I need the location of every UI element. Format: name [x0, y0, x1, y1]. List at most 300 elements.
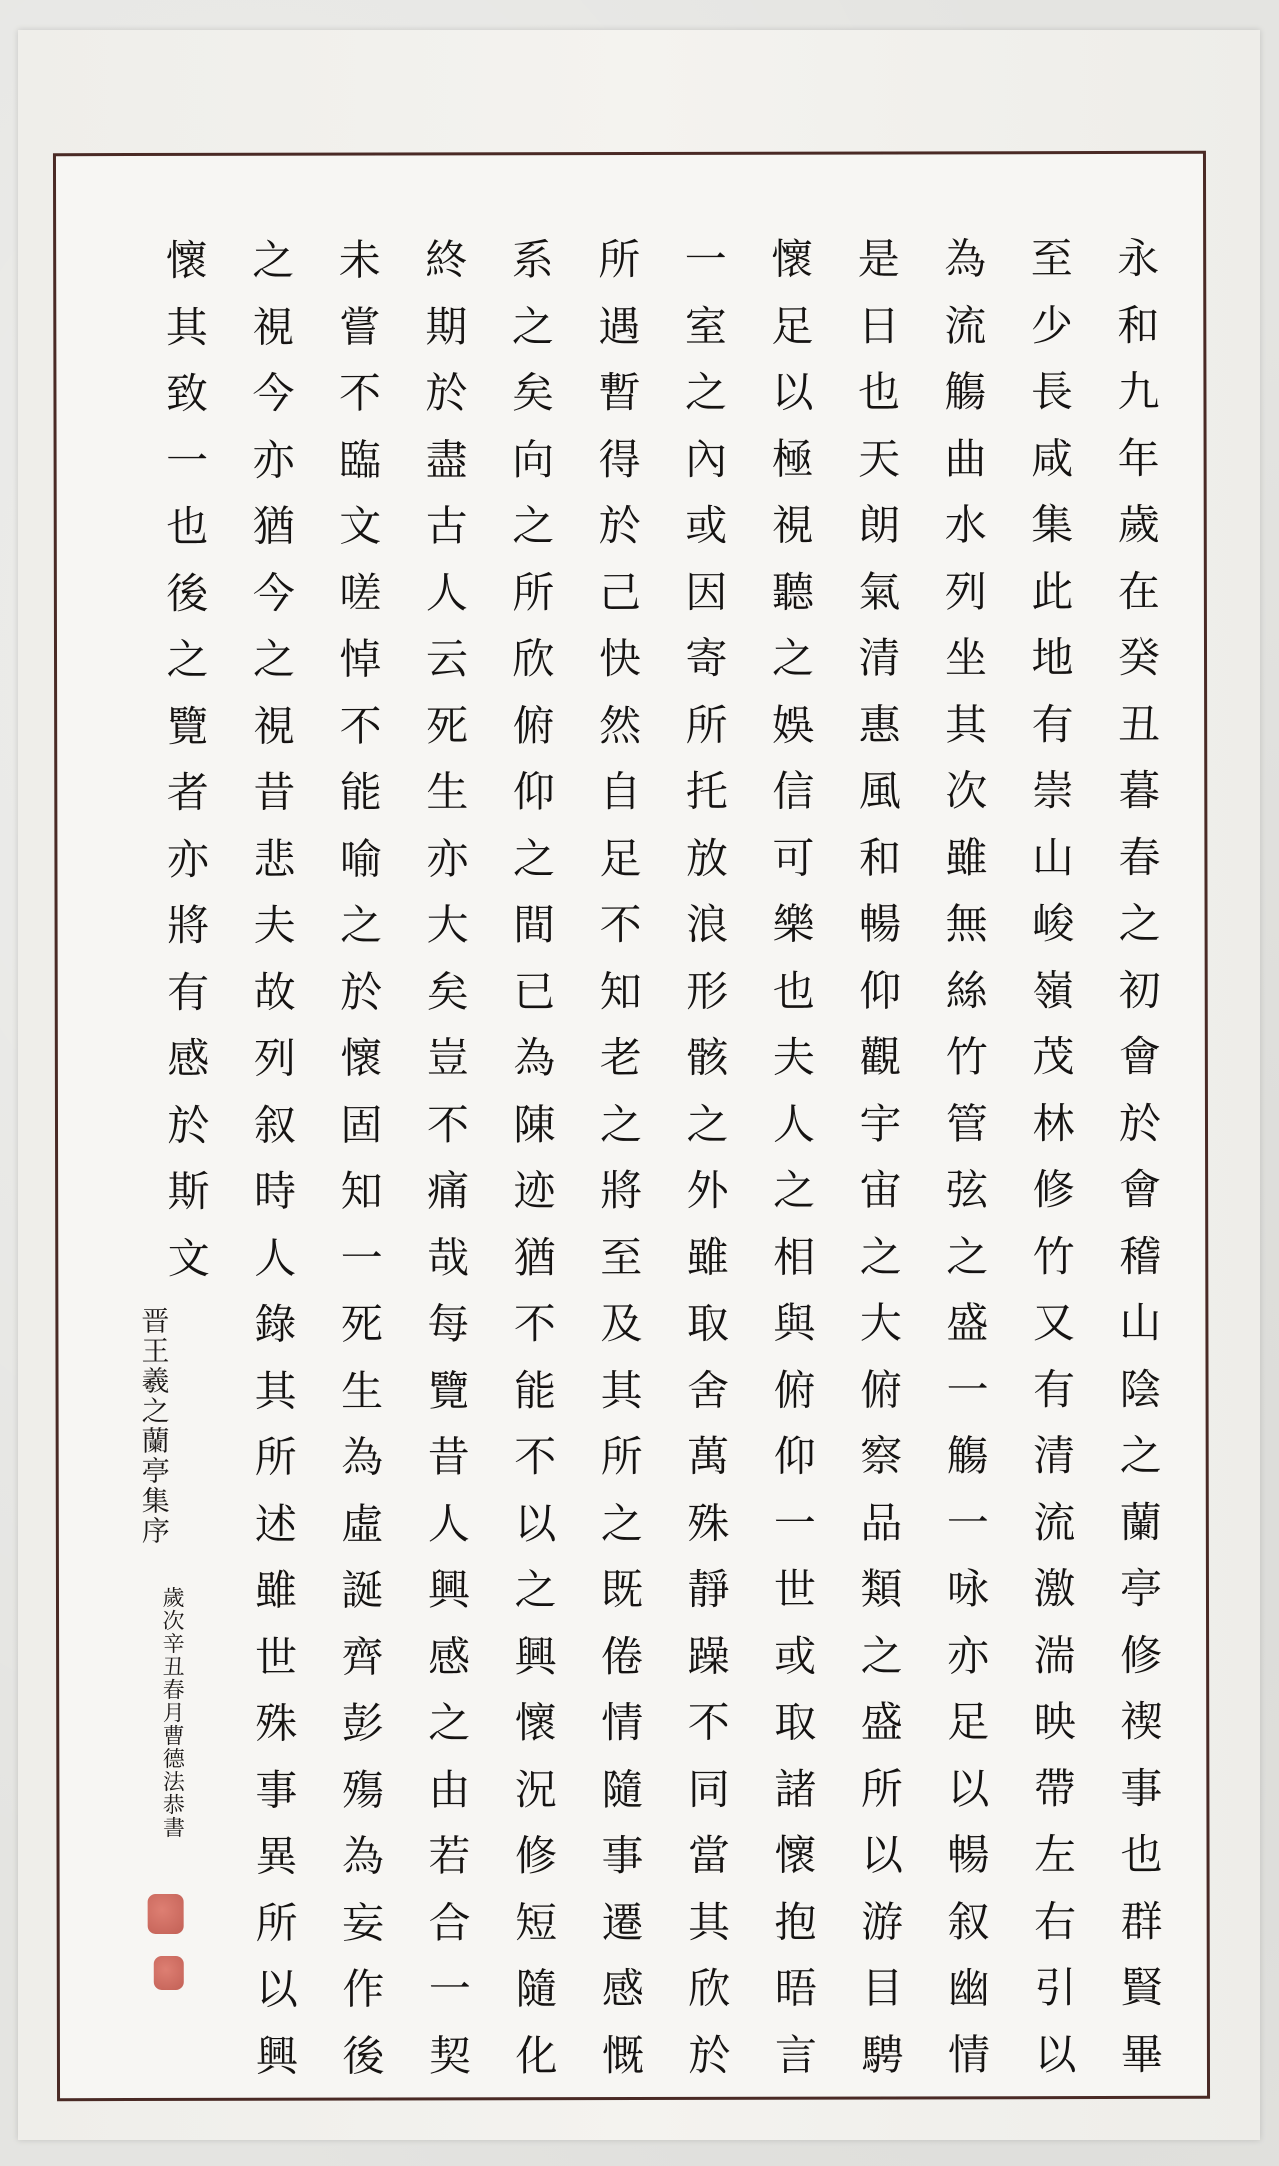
text-column [501, 227, 569, 2089]
character: 系 [511, 235, 554, 285]
character: 為 [944, 234, 987, 284]
character: 將 [167, 900, 210, 950]
character: 咏 [946, 1564, 990, 1614]
character: 亦 [426, 833, 469, 883]
character: 室 [684, 301, 727, 351]
character: 生 [340, 1366, 384, 1416]
character: 所 [512, 567, 555, 617]
character: 激 [1033, 1564, 1076, 1614]
character: 之 [599, 1099, 643, 1149]
character: 由 [428, 1764, 471, 1814]
character: 之 [252, 235, 295, 285]
character: 時 [254, 1166, 297, 1216]
character: 大 [426, 900, 469, 950]
character: 不 [338, 368, 382, 418]
character: 迹 [513, 1166, 556, 1216]
character: 察 [860, 1431, 903, 1481]
character: 於 [340, 967, 383, 1017]
character: 地 [1031, 633, 1074, 683]
character: 慨 [601, 2030, 644, 2080]
character: 靜 [687, 1564, 730, 1614]
character: 亦 [947, 1630, 990, 1680]
character: 不 [514, 1432, 557, 1482]
character: 也 [857, 367, 901, 417]
text-column [1106, 226, 1174, 2088]
character: 化 [515, 2030, 558, 2080]
character: 於 [598, 500, 641, 551]
character: 觴 [944, 367, 987, 417]
character: 長 [1030, 367, 1074, 417]
character: 修 [1032, 1165, 1075, 1215]
signature-title: 晋王羲之蘭亭集序 [137, 1305, 171, 1547]
text-column [1020, 226, 1088, 2088]
character: 每 [427, 1299, 470, 1349]
character: 以 [514, 1498, 557, 1548]
character: 自 [599, 766, 642, 817]
character: 一 [166, 435, 209, 485]
character: 暮 [1118, 765, 1161, 815]
character: 畢 [1120, 2029, 1163, 2079]
character: 期 [425, 301, 468, 351]
character: 暫 [598, 367, 641, 418]
character: 事 [255, 1765, 298, 1815]
character: 一 [684, 234, 727, 284]
character: 暢 [859, 899, 902, 949]
character: 感 [428, 1631, 471, 1681]
character: 殤 [341, 1765, 384, 1815]
character: 足 [599, 833, 642, 883]
character: 死 [340, 1299, 383, 1349]
character: 之 [340, 900, 383, 950]
character: 云 [425, 634, 469, 684]
character: 不 [426, 1099, 470, 1149]
character: 盛 [860, 1697, 903, 1747]
text-column [328, 228, 396, 2090]
character: 宙 [859, 1165, 902, 1215]
character: 知 [599, 966, 642, 1016]
character: 不 [687, 1697, 730, 1747]
character: 不 [599, 899, 642, 950]
character: 倦 [601, 1631, 644, 1681]
character: 之 [511, 301, 554, 351]
character: 與 [773, 1298, 816, 1348]
character: 俯 [859, 1364, 903, 1415]
character: 情 [601, 1697, 644, 1748]
character: 今 [252, 368, 295, 418]
character: 惠 [858, 699, 901, 750]
character: 悲 [253, 834, 296, 884]
character: 今 [252, 568, 295, 618]
character: 騁 [861, 2029, 904, 2080]
character: 懷 [165, 235, 208, 285]
character: 是 [857, 234, 900, 284]
character: 曲 [944, 433, 987, 483]
character: 然 [599, 700, 642, 750]
character: 至 [600, 1232, 643, 1282]
character: 水 [944, 500, 987, 550]
character: 稽 [1119, 1231, 1162, 1281]
text-column [760, 227, 828, 2089]
character: 合 [428, 1897, 471, 1947]
character: 誕 [341, 1565, 384, 1615]
character: 述 [254, 1499, 297, 1549]
character: 湍 [1033, 1630, 1076, 1680]
character: 昔 [427, 1432, 470, 1482]
character: 妄 [342, 1898, 385, 1948]
calligraphy-frame [53, 151, 1210, 2101]
character: 帶 [1033, 1763, 1076, 1813]
character: 清 [858, 633, 901, 683]
character: 世 [773, 1564, 817, 1614]
character: 隨 [515, 1964, 558, 2014]
text-column [847, 226, 915, 2088]
character: 虛 [341, 1499, 384, 1549]
character: 於 [425, 368, 468, 418]
character: 昔 [253, 767, 296, 817]
character: 興 [255, 2031, 298, 2081]
character: 世 [255, 1632, 298, 1682]
character: 得 [598, 434, 641, 484]
character: 幽 [947, 1963, 990, 2013]
character: 契 [428, 2030, 471, 2080]
character: 致 [165, 368, 209, 418]
character: 映 [1033, 1697, 1076, 1747]
character: 無 [945, 899, 988, 949]
character: 知 [340, 1166, 383, 1216]
character: 其 [945, 699, 988, 749]
character: 列 [253, 1033, 296, 1083]
character: 躁 [687, 1631, 730, 1681]
character: 為 [513, 1033, 556, 1083]
character: 夫 [253, 900, 296, 950]
character: 極 [771, 434, 814, 484]
character: 及 [600, 1298, 643, 1349]
character: 感 [167, 1033, 210, 1083]
character: 之 [859, 1231, 902, 1282]
character: 嗟 [339, 568, 382, 618]
character: 於 [1118, 1098, 1162, 1148]
character: 之 [860, 1630, 903, 1681]
character: 遇 [598, 301, 641, 351]
character: 竹 [945, 1032, 988, 1082]
character: 己 [598, 567, 641, 617]
character: 錄 [254, 1299, 297, 1349]
text-column [155, 228, 221, 1292]
character: 寄 [685, 633, 728, 683]
character: 引 [1034, 1963, 1077, 2013]
character: 所 [600, 1431, 643, 1482]
character: 坐 [944, 633, 988, 683]
character: 死 [426, 700, 469, 750]
character: 歲 [1117, 499, 1160, 549]
character: 殊 [687, 1498, 730, 1548]
character: 之 [514, 1565, 557, 1615]
character: 固 [340, 1100, 383, 1150]
character: 取 [774, 1697, 817, 1747]
character: 生 [426, 767, 469, 817]
character: 之 [946, 1231, 989, 1281]
character: 氣 [858, 566, 901, 617]
character: 文 [167, 1233, 210, 1283]
character: 其 [600, 1365, 643, 1415]
character: 在 [1117, 566, 1160, 616]
character: 林 [1032, 1098, 1075, 1148]
text-column [933, 226, 1001, 2088]
character: 可 [772, 833, 815, 883]
character: 或 [774, 1631, 817, 1681]
character: 之 [686, 1099, 729, 1149]
character: 殊 [255, 1698, 298, 1748]
character: 峻 [1032, 899, 1075, 949]
character: 外 [686, 1165, 729, 1215]
character: 未 [338, 235, 381, 285]
character: 群 [1120, 1896, 1163, 1946]
character: 哉 [427, 1232, 470, 1282]
character: 為 [341, 1432, 384, 1482]
character: 抱 [774, 1897, 817, 1947]
character: 欣 [688, 1963, 731, 2013]
character: 臨 [339, 435, 382, 485]
character: 雖 [254, 1565, 298, 1615]
character: 放 [685, 833, 728, 883]
character: 又 [1032, 1298, 1075, 1348]
character: 目 [861, 1963, 904, 2013]
character: 於 [688, 2030, 731, 2080]
character: 所 [255, 1898, 298, 1948]
character: 也 [166, 501, 209, 551]
character: 矣 [426, 966, 469, 1016]
character: 情 [947, 2029, 990, 2079]
character: 流 [944, 300, 987, 350]
character: 觴 [946, 1431, 989, 1481]
character: 古 [425, 501, 468, 551]
character: 仰 [859, 965, 902, 1016]
character: 文 [339, 501, 382, 551]
character: 修 [514, 1831, 558, 1881]
character: 晤 [774, 1963, 817, 2013]
character: 萬 [687, 1431, 730, 1481]
character: 終 [425, 235, 468, 285]
character: 以 [947, 1763, 990, 1813]
character: 快 [598, 633, 642, 684]
character: 將 [600, 1165, 643, 1216]
character: 春 [1118, 832, 1161, 882]
character: 品 [860, 1497, 903, 1548]
character: 托 [685, 766, 728, 816]
character: 老 [599, 1032, 642, 1083]
character: 覽 [166, 701, 209, 751]
character: 一 [946, 1497, 989, 1547]
character: 嶺 [1032, 965, 1075, 1015]
character: 一 [773, 1498, 816, 1548]
character: 陰 [1119, 1364, 1162, 1414]
character: 俯 [512, 700, 555, 750]
character: 一 [340, 1233, 383, 1283]
character: 所 [860, 1763, 903, 1814]
character: 暢 [947, 1830, 990, 1880]
character: 游 [861, 1896, 904, 1947]
character: 間 [513, 900, 556, 950]
character: 於 [167, 1100, 210, 1150]
character: 少 [1030, 300, 1073, 350]
character: 叙 [253, 1100, 297, 1150]
character: 興 [427, 1565, 471, 1615]
character: 年 [1117, 433, 1160, 483]
character: 以 [771, 367, 814, 417]
character: 會 [1119, 1164, 1162, 1214]
signature-date: 歲次辛丑春月曹德法恭書 [158, 1585, 185, 1839]
character: 故 [253, 967, 296, 1017]
character: 之 [773, 1165, 816, 1215]
character: 若 [428, 1831, 471, 1881]
character: 豈 [426, 1033, 469, 1083]
character: 也 [1120, 1829, 1163, 1879]
character: 之 [771, 633, 815, 683]
character: 不 [339, 701, 382, 751]
character: 猶 [513, 1232, 556, 1282]
character: 覽 [427, 1365, 470, 1415]
character: 欣 [512, 634, 555, 684]
character: 弦 [946, 1165, 989, 1215]
character: 大 [859, 1298, 902, 1348]
character: 信 [772, 766, 815, 816]
character: 浪 [686, 899, 729, 949]
character: 仰 [773, 1431, 816, 1481]
name-seal [148, 1894, 184, 1934]
character: 異 [255, 1831, 298, 1881]
character: 有 [1031, 699, 1074, 749]
character: 蘭 [1119, 1497, 1162, 1547]
character: 其 [165, 302, 208, 352]
character: 視 [252, 302, 295, 352]
character: 形 [686, 966, 729, 1016]
character: 和 [858, 832, 901, 883]
character: 朗 [858, 500, 901, 550]
character: 興 [514, 1631, 557, 1681]
character: 天 [858, 433, 901, 484]
character: 一 [428, 1964, 471, 2014]
character: 其 [254, 1366, 297, 1416]
character: 以 [255, 1964, 298, 2014]
character: 其 [688, 1897, 731, 1947]
character: 遷 [601, 1897, 644, 1947]
character: 之 [684, 367, 728, 417]
character: 永 [1117, 233, 1160, 283]
character: 以 [860, 1830, 904, 1880]
character: 人 [254, 1233, 297, 1283]
character: 有 [1032, 1364, 1076, 1414]
character: 人 [425, 567, 468, 617]
character: 之 [512, 501, 555, 551]
character: 後 [166, 568, 209, 618]
character: 同 [687, 1764, 730, 1814]
character: 或 [685, 500, 728, 550]
character: 骸 [686, 1032, 729, 1082]
character: 盛 [946, 1298, 989, 1348]
character: 悼 [339, 634, 382, 684]
character: 至 [1030, 234, 1073, 284]
character: 一 [946, 1364, 989, 1414]
character: 之 [1118, 898, 1161, 948]
character: 次 [945, 766, 988, 816]
character: 日 [857, 300, 900, 351]
style-seal [154, 1956, 184, 1990]
character: 之 [600, 1498, 643, 1548]
character: 盡 [425, 434, 468, 484]
character: 諸 [774, 1764, 817, 1814]
character: 作 [342, 1964, 385, 2014]
character: 娛 [772, 700, 815, 750]
character: 禊 [1120, 1696, 1163, 1746]
character: 者 [166, 767, 209, 817]
character: 修 [1120, 1630, 1163, 1680]
character: 亦 [166, 834, 209, 884]
character: 為 [341, 1831, 385, 1881]
character: 取 [686, 1298, 729, 1348]
text-column [674, 227, 742, 2089]
character: 視 [771, 500, 814, 550]
character: 丑 [1118, 699, 1161, 749]
character: 亭 [1119, 1563, 1163, 1613]
character: 宇 [859, 1098, 902, 1149]
character: 以 [1034, 2029, 1077, 2079]
text-column [414, 227, 482, 2089]
character: 之 [512, 833, 555, 883]
text-column [587, 227, 655, 2089]
character: 此 [1031, 566, 1074, 616]
character: 竹 [1032, 1231, 1075, 1281]
character: 陳 [513, 1099, 556, 1149]
character: 之 [428, 1698, 471, 1748]
character: 後 [342, 2031, 385, 2081]
character: 之 [252, 634, 296, 684]
character: 矣 [511, 368, 555, 418]
character: 短 [515, 1897, 558, 1947]
character: 彭 [341, 1698, 384, 1748]
character: 內 [685, 434, 728, 484]
character: 山 [1031, 832, 1074, 882]
character: 聽 [771, 567, 814, 617]
character: 列 [944, 566, 987, 616]
character: 言 [774, 2030, 817, 2080]
character: 絲 [945, 965, 988, 1015]
character: 人 [772, 1099, 816, 1149]
character: 視 [253, 701, 296, 751]
character: 雖 [686, 1232, 729, 1282]
character: 相 [773, 1232, 816, 1282]
character: 既 [600, 1564, 644, 1615]
character: 山 [1119, 1297, 1162, 1347]
character: 會 [1118, 1031, 1161, 1081]
character: 仰 [512, 767, 555, 817]
character: 足 [771, 301, 814, 351]
character: 痛 [427, 1166, 470, 1216]
character: 能 [339, 767, 382, 817]
character: 賢 [1120, 1962, 1163, 2012]
character: 因 [685, 567, 728, 617]
character: 咸 [1031, 433, 1074, 483]
character: 齊 [341, 1632, 384, 1682]
character: 管 [945, 1098, 989, 1148]
character: 左 [1033, 1830, 1077, 1880]
character: 猶 [252, 501, 295, 551]
character: 感 [601, 1963, 644, 2014]
character: 茂 [1032, 1032, 1075, 1082]
character: 觀 [859, 1032, 902, 1082]
character: 右 [1034, 1896, 1077, 1946]
character: 亦 [252, 435, 295, 485]
character: 俯 [773, 1365, 816, 1415]
